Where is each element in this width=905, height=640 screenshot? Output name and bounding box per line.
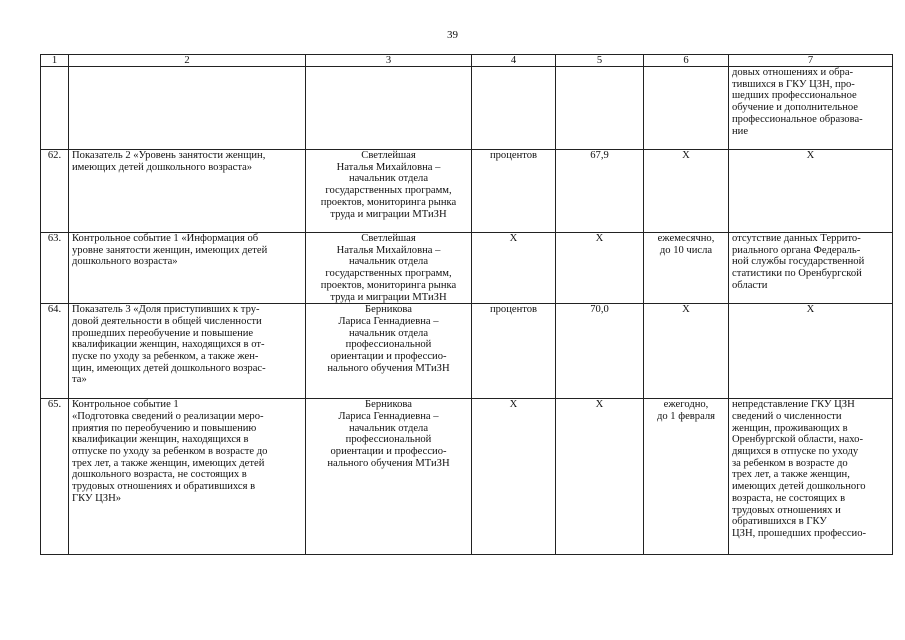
- row-value: 67,9: [556, 150, 644, 233]
- header-cell-3: 3: [306, 55, 472, 67]
- continuation-note-cell: довых отношениях и обра- тившихся в ГКУ ЦЗН, про- шедших профессиональное обучение и дополнительное профессиональное образова- ние: [729, 67, 893, 150]
- page-number: 39: [447, 29, 458, 41]
- table-header-row: [41, 55, 893, 67]
- row-value: 70,0: [556, 304, 644, 399]
- row-value: Х: [556, 233, 644, 304]
- row-deadline: ежегодно, до 1 февраля: [644, 399, 729, 555]
- table-row: [41, 304, 893, 399]
- row-name: Контрольное событие 1 «Информация об уровне занятости женщин, имеющих детей дошкольного возраста»: [69, 233, 306, 304]
- continuation-unit-cell: [472, 67, 556, 150]
- row-unit: процентов: [472, 304, 556, 399]
- table-row: [41, 399, 893, 555]
- row-deadline: ежемесячно, до 10 числа: [644, 233, 729, 304]
- header-cell-4: 4: [472, 55, 556, 67]
- row-responsible: Берникова Лариса Геннадиевна – начальник отдела профессиональной ориентации и профессио- нального обучения МТиЗН: [306, 304, 472, 399]
- row-deadline: Х: [644, 150, 729, 233]
- table-row: [41, 233, 893, 304]
- header-cell-1: 1: [41, 55, 69, 67]
- row-deadline: Х: [644, 304, 729, 399]
- row-number: 62.: [41, 150, 69, 233]
- row-responsible: Светлейшая Наталья Михайловна – начальник отдела государственных программ, проектов, мониторинга рынка труда и миграции МТиЗН: [306, 233, 472, 304]
- row-number: 64.: [41, 304, 69, 399]
- continuation-num-cell: [41, 67, 69, 150]
- row-responsible: Светлейшая Наталья Михайловна – начальник отдела государственных программ, проектов, мониторинга рынка труда и миграции МТиЗН: [306, 150, 472, 233]
- row-number: 65.: [41, 399, 69, 555]
- row-note: отсутствие данных Террито- риального органа Федераль- ной службы государственной статистики по Оренбургской области: [729, 233, 893, 304]
- row-note: непредставление ГКУ ЦЗН сведений о численности женщин, проживающих в Оренбургской области, нахо- дящихся в отпуске по уходу за ребенком в возрасте до трех лет, а также женщин, имеющих детей дошкольного возраста, не состоящих в трудовых отношениях и обратившихся в ГКУ ЦЗН, прошедших профессио-: [729, 399, 893, 555]
- header-cell-2: 2: [69, 55, 306, 67]
- row-unit: процентов: [472, 150, 556, 233]
- header-cell-6: 6: [644, 55, 729, 67]
- row-note: Х: [729, 304, 893, 399]
- row-name: Контрольное событие 1 «Подготовка сведений о реализации меро- приятия по переобучению и повышению квалификации женщин, находящихся в отпуске по уходу за ребенком в возрасте до трех лет, а также женщин, имеющих детей дошкольного возраста, не состоящих в трудовых отношениях и обратившихся в ГКУ ЦЗН»: [69, 399, 306, 555]
- table-row: [41, 150, 893, 233]
- row-name: Показатель 2 «Уровень занятости женщин, имеющих детей дошкольного возраста»: [69, 150, 306, 233]
- row-note: Х: [729, 150, 893, 233]
- row-number: 63.: [41, 233, 69, 304]
- row-responsible: Берникова Лариса Геннадиевна – начальник отдела профессиональной ориентации и профессио- нального обучения МТиЗН: [306, 399, 472, 555]
- row-value: Х: [556, 399, 644, 555]
- continuation-value-cell: [556, 67, 644, 150]
- continuation-name-cell: [69, 67, 306, 150]
- continuation-row: [41, 67, 893, 150]
- row-unit: Х: [472, 399, 556, 555]
- indicators-table: [40, 54, 893, 555]
- row-unit: Х: [472, 233, 556, 304]
- header-cell-7: 7: [729, 55, 893, 67]
- row-name: Показатель 3 «Доля приступивших к тру- довой деятельности в общей численности прошедших переобучение и повышение квалификации женщин, находящихся в от- пуске по уходу за ребенком, а также жен- щин, имеющих детей дошкольного возрас- та»: [69, 304, 306, 399]
- continuation-deadline-cell: [644, 67, 729, 150]
- continuation-responsible-cell: [306, 67, 472, 150]
- header-cell-5: 5: [556, 55, 644, 67]
